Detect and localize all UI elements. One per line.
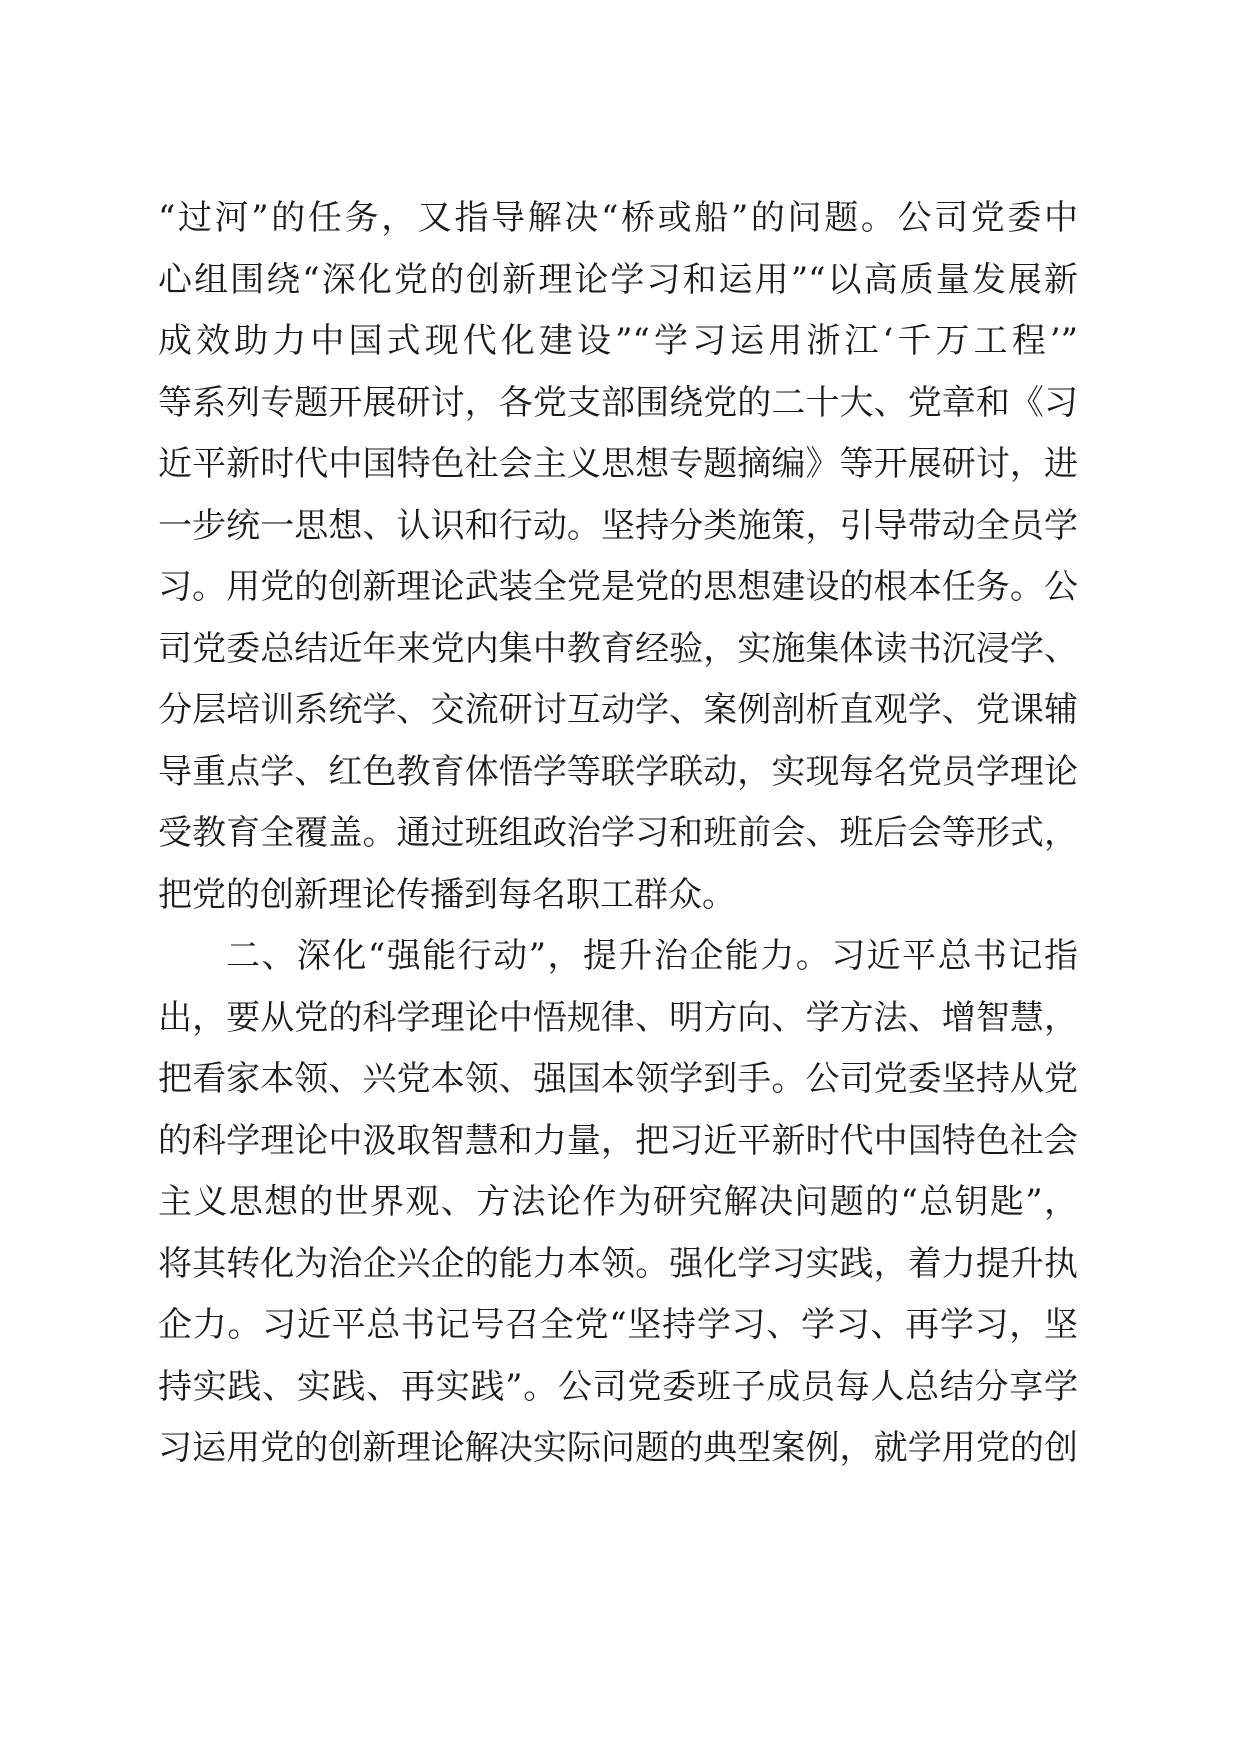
text-line: 一步统一思想、认识和行动。坚持分类施策，引导带动全员学 [158, 505, 1078, 546]
text-line: 受教育全覆盖。通过班组政治学习和班前会、班后会等形式， [158, 813, 1078, 853]
text-line: 导重点学、红色教育体悟学等联学联动，实现每名党员学理论 [158, 751, 1078, 792]
text-line: 出，要从党的科学理论中悟规律、明方向、学方法、增智慧， [158, 997, 1078, 1038]
text-line: 习运用党的创新理论解决实际问题的典型案例，就学用党的创 [158, 1428, 1078, 1468]
text-line: 企力。习近平总书记号召全党“坚持学习、学习、再学习，坚 [158, 1305, 1078, 1345]
text-line: 持实践、实践、再实践”。公司党委班子成员每人总结分享学 [158, 1366, 1078, 1407]
text-line: 等系列专题开展研讨，各党支部围绕党的二十大、党章和《习 [158, 382, 1078, 423]
text-line: 司党委总结近年来党内集中教育经验，实施集体读书沉浸学、 [158, 628, 1078, 669]
body-text [158, 188, 1078, 1480]
text-line: 成效助力中国式现代化建设”“学习运用浙江‘千万工程’” [158, 321, 1078, 361]
text-line: 习。用党的创新理论武装全党是党的思想建设的根本任务。公 [158, 567, 1078, 607]
text-line: “过河”的任务，又指导解决“桥或船”的问题。公司党委中 [158, 198, 1078, 238]
text-line: 的科学理论中汲取智慧和力量，把习近平新时代中国特色社会 [158, 1120, 1078, 1161]
text-line: 将其转化为治企兴企的能力本领。强化学习实践，着力提升执 [158, 1243, 1078, 1284]
text-line: 主义思想的世界观、方法论作为研究解决问题的“总钥匙”， [158, 1182, 1078, 1222]
text-line: 把看家本领、兴党本领、强国本领学到手。公司党委坚持从党 [158, 1059, 1078, 1099]
text-line: 分层培训系统学、交流研讨互动学、案例剖析直观学、党课辅 [158, 690, 1078, 730]
text-line: 近平新时代中国特色社会主义思想专题摘编》等开展研讨，进 [158, 444, 1078, 484]
paragraph-first-line: 二、深化“强能行动”，提升治企能力。习近平总书记指 [226, 936, 1078, 976]
paragraph-last-line: 把党的创新理论传播到每名职工群众。 [158, 874, 736, 915]
text-line: 心组围绕“深化党的创新理论学习和运用”“以高质量发展新 [158, 259, 1078, 300]
